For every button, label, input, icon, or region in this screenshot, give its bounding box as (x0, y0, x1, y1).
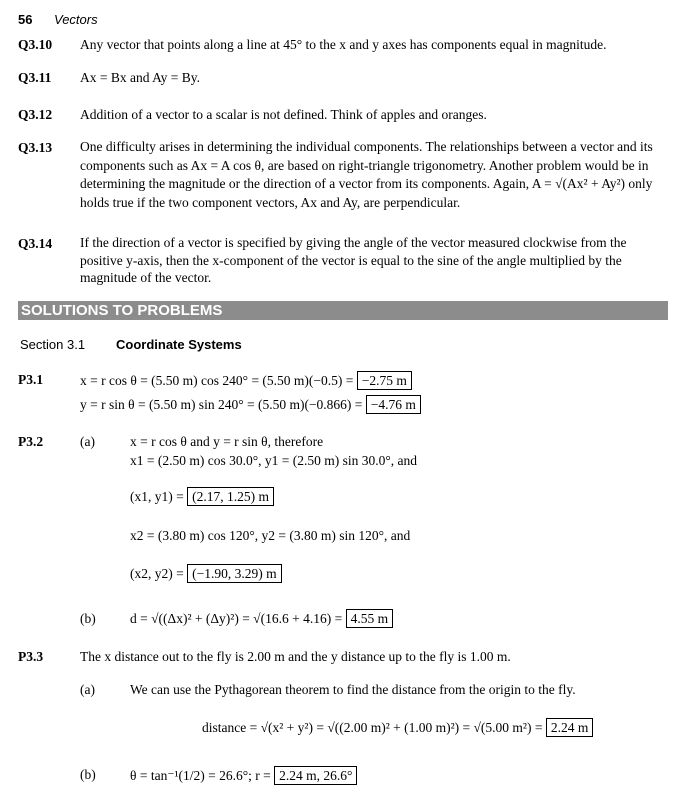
equation-text: (x2, y2) = (130, 566, 184, 581)
equation-text: d = √((Δx)² + (Δy)²) = √(16.6 + 4.16) = (130, 611, 343, 626)
answer-box: −4.76 m (366, 395, 421, 414)
answer-box: 2.24 m, 26.6° (274, 766, 357, 785)
equation-line (80, 371, 412, 390)
equation-text: distance = √(x² + y²) = √((2.00 m)² + (1.00 m)²) = √(5.00 m²) = (202, 720, 543, 735)
equation-text: y = r sin θ = (5.50 m) sin 240° = (5.50 m)(−0.866) = (80, 397, 363, 412)
question-text: Addition of a vector to a scalar is not defined. Think of apples and oranges. (80, 107, 487, 122)
equation-text: θ = tan⁻¹(1/2) = 26.6°; r = (130, 768, 271, 783)
part-label: (a) (80, 682, 95, 697)
solutions-header: SOLUTIONS TO PROBLEMS (18, 301, 668, 320)
chapter-title: Vectors (54, 12, 98, 27)
question-label: Q3.12 (18, 107, 53, 122)
question-label: Q3.10 (18, 37, 53, 52)
question-text: Any vector that points along a line at 45° to the x and y axes has components equal in magnitude. (80, 37, 607, 52)
problem-text: The x distance out to the fly is 2.00 m and the y distance up to the fly is 1.00 m. (80, 649, 511, 664)
equation-text: x2 = (3.80 m) cos 120°, y2 = (3.80 m) sin 120°, and (130, 528, 411, 543)
equation-line (202, 718, 593, 737)
page-number: 56 (18, 12, 33, 27)
equation-line (130, 487, 274, 506)
equation-line (130, 766, 357, 785)
equation-text: x = r cos θ and y = r sin θ, therefore (130, 434, 324, 449)
equation-line (130, 609, 393, 628)
problem-text: We can use the Pythagorean theorem to find the distance from the origin to the fly. (130, 682, 576, 697)
part-label: (a) (80, 434, 95, 449)
equation-text: (x1, y1) = (130, 489, 184, 504)
answer-box: (−1.90, 3.29) m (187, 564, 281, 583)
answer-box: −2.75 m (357, 371, 412, 390)
section-title: Coordinate Systems (116, 337, 242, 352)
question-text: Ax = Bx and Ay = By. (80, 70, 200, 85)
problem-label: P3.1 (18, 372, 44, 387)
section-number: Section 3.1 (20, 337, 86, 352)
equation-text: x = r cos θ = (5.50 m) cos 240° = (5.50 m)(−0.5) = (80, 373, 354, 388)
question-label: Q3.13 (18, 140, 53, 155)
problem-label: P3.2 (18, 434, 44, 449)
answer-box: (2.17, 1.25) m (187, 487, 274, 506)
problem-label: P3.3 (18, 649, 44, 664)
part-label: (b) (80, 611, 96, 626)
question-text: One difficulty arises in determining the individual components. The relationships between a vector and its components such as Ax = A cos θ, are based on right-triangle trigonometry. Another problem would be in determining the magnitude or the direction of a vector from its components. Again, A = √(Ax² + Ay²) only holds true if the two component vectors, Ax and Ay, are perpendicular. (80, 139, 653, 210)
question-text: If the direction of a vector is specified by giving the angle of the vector measured clockwise from the positive y-axis, then the x-component of the vector is equal to the sine of the angle multiplied by the magnitude of the vector. (80, 235, 627, 285)
part-label: (b) (80, 767, 96, 782)
equation-line (80, 395, 421, 414)
question-label: Q3.11 (18, 70, 52, 85)
answer-box: 2.24 m (546, 718, 594, 737)
equation-line (130, 564, 282, 583)
answer-box: 4.55 m (346, 609, 394, 628)
equation-text: x1 = (2.50 m) cos 30.0°, y1 = (2.50 m) sin 30.0°, and (130, 453, 418, 468)
question-label: Q3.14 (18, 236, 53, 251)
